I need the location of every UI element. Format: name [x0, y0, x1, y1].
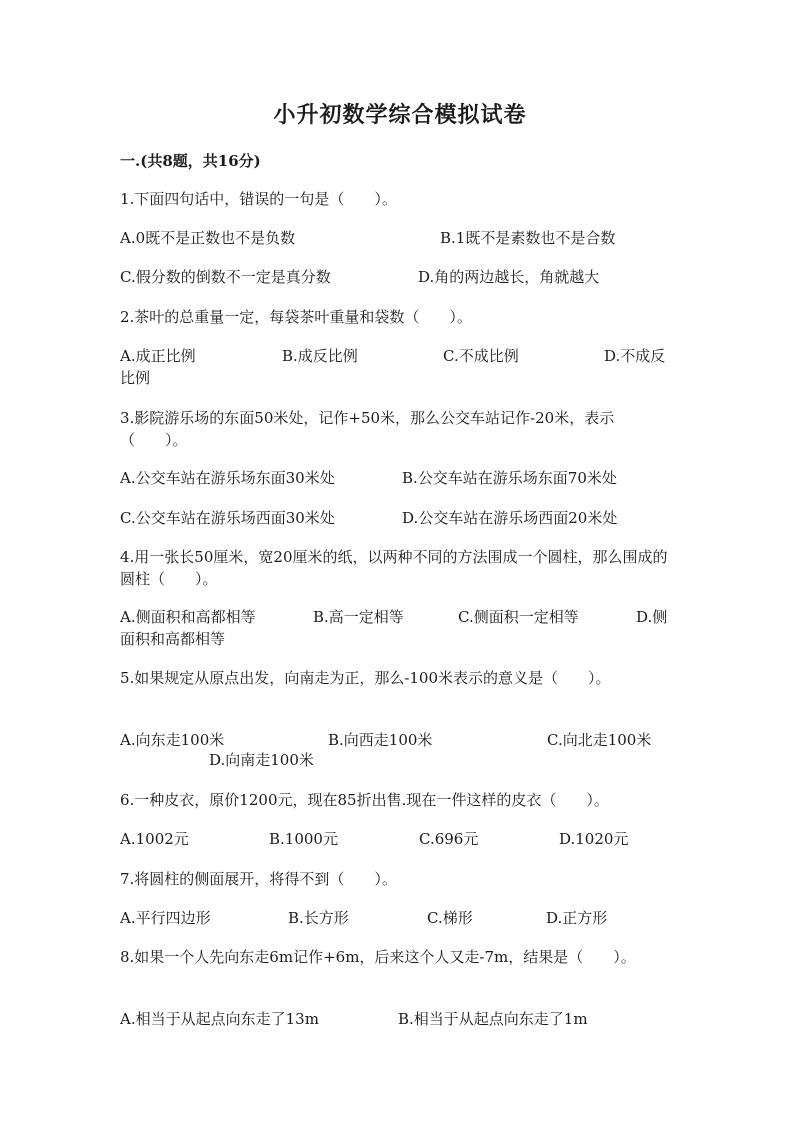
question-4-option-d: D.侧: [636, 608, 668, 626]
question-6-stem: 6.一种皮衣，原价1200元，现在85折出售.现在一件这样的皮衣（ ）。: [120, 791, 609, 809]
question-7-stem: 7.将圆柱的侧面展开，将得不到（ ）。: [120, 870, 397, 888]
question-2-option-d-wrap: 比例: [120, 369, 151, 387]
question-6-option-a: A.1002元: [120, 830, 189, 848]
question-1-stem: 1.下面四句话中，错误的一句是（ ）。: [120, 190, 397, 208]
question-3-option-b: B.公交车站在游乐场东面70米处: [402, 469, 617, 487]
question-5-option-d: D.向南走100米: [209, 751, 314, 769]
question-6-option-c: C.696元: [419, 830, 479, 848]
question-6-option-b: B.1000元: [269, 830, 338, 848]
question-1-option-c: C.假分数的倒数不一定是真分数: [120, 268, 331, 286]
question-5-stem: 5.如果规定从原点出发，向南走为正，那么-100米表示的意义是（ ）。: [120, 669, 611, 687]
question-8-stem: 8.如果一个人先向东走6m记作+6m，后来这个人又走-7m，结果是（ ）。: [120, 948, 636, 966]
question-1-option-b: B.1既不是素数也不是合数: [440, 229, 616, 247]
question-2-option-d: D.不成反: [604, 347, 666, 365]
question-3-option-c: C.公交车站在游乐场西面30米处: [120, 509, 335, 527]
question-6-option-d: D.1020元: [559, 830, 629, 848]
question-8-option-b: B.相当于从起点向东走了1m: [398, 1010, 588, 1028]
question-5-option-b: B.向西走100米: [328, 731, 433, 749]
question-5-option-a: A.向东走100米: [120, 731, 225, 749]
question-8-option-a: A.相当于从起点向东走了13m: [120, 1010, 319, 1028]
question-5-option-c: C.向北走100米: [547, 731, 652, 749]
question-2-option-c: C.不成比例: [443, 347, 519, 365]
question-3-stem: 3.影院游乐场的东面50米处，记作+50米，那么公交车站记作-20米，表示（ ）。: [120, 409, 615, 449]
question-1-option-a: A.0既不是正数也不是负数: [120, 229, 296, 247]
question-2-stem: 2.茶叶的总重量一定，每袋茶叶重量和袋数（ ）。: [120, 308, 472, 326]
question-2-option-b: B.成反比例: [282, 347, 358, 365]
question-4-option-c: C.侧面积一定相等: [458, 608, 579, 626]
question-7-option-b: B.长方形: [288, 909, 349, 927]
question-4-option-d-wrap: 面积和高都相等: [120, 630, 226, 648]
question-2-option-a: A.成正比例: [120, 347, 196, 365]
question-4-stem: 4.用一张长50厘米，宽20厘米的纸，以两种不同的方法围成一个圆柱，那么围成的圆柱（ ）。: [120, 548, 668, 588]
section-heading: 一.(共8题，共16分): [120, 152, 261, 170]
question-3-option-a: A.公交车站在游乐场东面30米处: [120, 469, 335, 487]
page-title: 小升初数学综合模拟试卷: [273, 102, 527, 128]
question-3-option-d: D.公交车站在游乐场西面20米处: [402, 509, 618, 527]
question-1-option-d: D.角的两边越长，角就越大: [418, 268, 600, 286]
question-4-option-a: A.侧面积和高都相等: [120, 608, 256, 626]
question-7-option-a: A.平行四边形: [120, 909, 211, 927]
question-4-option-b: B.高一定相等: [313, 608, 404, 626]
question-7-option-d: D.正方形: [546, 909, 608, 927]
question-7-option-c: C.梯形: [427, 909, 473, 927]
